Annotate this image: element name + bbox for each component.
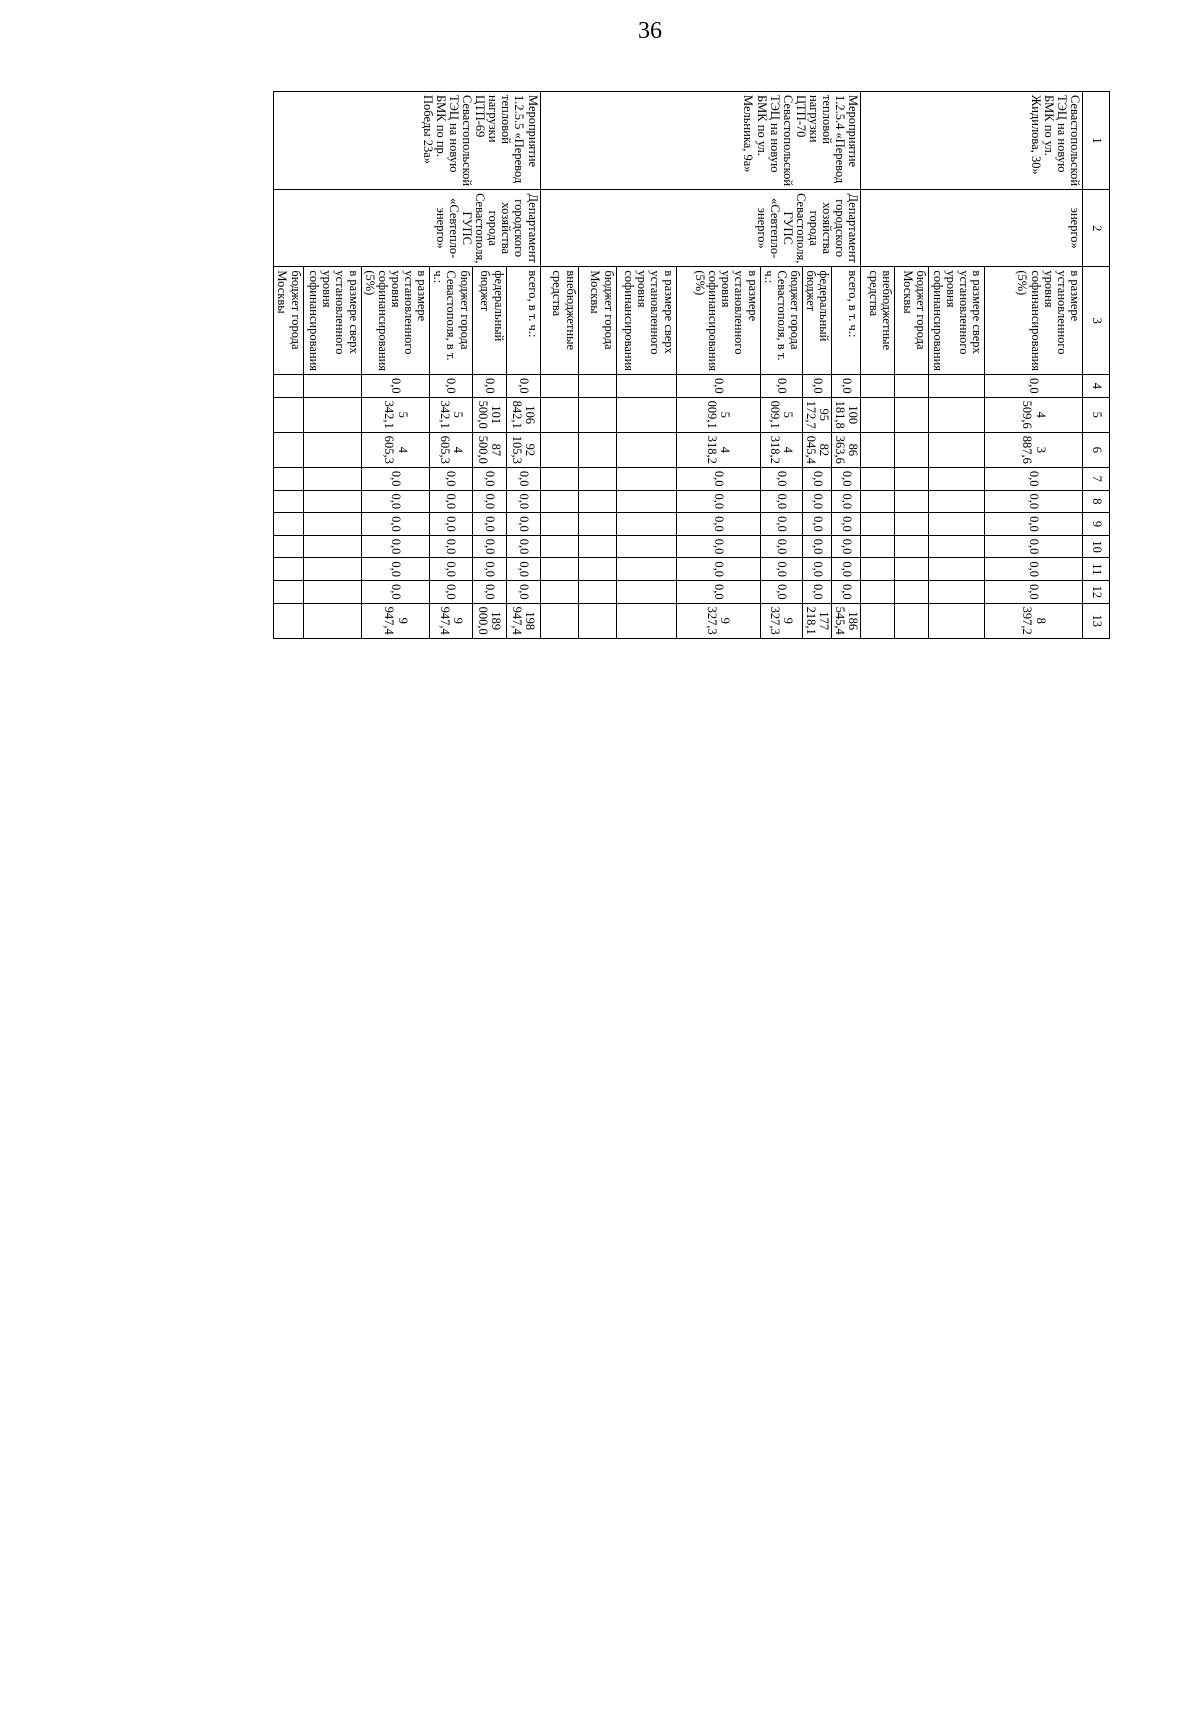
amount-cell xyxy=(303,432,361,467)
amount-cell xyxy=(578,581,616,604)
amount-cell: 0,0 xyxy=(985,467,1083,490)
amount-cell xyxy=(540,513,578,536)
amount-cell xyxy=(861,490,895,513)
amount-cell: 95 172,7 xyxy=(803,397,832,432)
amount-cell: 0,0 xyxy=(832,581,861,604)
amount-cell: 0,0 xyxy=(832,558,861,581)
amount-cell xyxy=(895,467,929,490)
amount-cell xyxy=(540,535,578,558)
amount-cell: 0,0 xyxy=(676,513,760,536)
column-number-1: 1 xyxy=(1083,92,1110,190)
amount-cell: 0,0 xyxy=(430,513,472,536)
amount-cell: 0,0 xyxy=(676,581,760,604)
amount-cell: 0,0 xyxy=(832,535,861,558)
amount-cell xyxy=(616,467,676,490)
amount-cell xyxy=(616,375,676,398)
budget-table xyxy=(273,91,1110,639)
amount-cell xyxy=(861,397,895,432)
amount-cell xyxy=(578,535,616,558)
amount-cell xyxy=(274,558,303,581)
amount-cell: 0,0 xyxy=(985,490,1083,513)
amount-cell xyxy=(616,603,676,638)
amount-cell xyxy=(929,603,985,638)
column-number-12: 12 xyxy=(1083,581,1110,604)
amount-cell: 0,0 xyxy=(985,375,1083,398)
amount-cell xyxy=(861,375,895,398)
amount-cell xyxy=(861,535,895,558)
amount-cell xyxy=(929,513,985,536)
funding-source: в размере сверх установленного уровня софинансирования xyxy=(616,267,676,375)
amount-cell: 0,0 xyxy=(430,375,472,398)
amount-cell xyxy=(303,558,361,581)
column-number-9: 9 xyxy=(1083,513,1110,536)
amount-cell xyxy=(929,490,985,513)
amount-cell xyxy=(861,432,895,467)
amount-cell: 0,0 xyxy=(472,467,506,490)
responsible-executor: Департамент городского хозяйства города Севастополя, ГУПС «Севтепло-энерго» xyxy=(540,190,861,267)
amount-cell xyxy=(578,513,616,536)
amount-cell xyxy=(540,375,578,398)
amount-cell xyxy=(303,375,361,398)
amount-cell: 100 181,8 xyxy=(832,397,861,432)
amount-cell xyxy=(274,432,303,467)
amount-cell xyxy=(303,581,361,604)
amount-cell xyxy=(540,558,578,581)
amount-cell xyxy=(616,513,676,536)
amount-cell: 0,0 xyxy=(430,535,472,558)
amount-cell: 4 605,3 xyxy=(430,432,472,467)
amount-cell xyxy=(540,490,578,513)
amount-cell xyxy=(540,603,578,638)
amount-cell: 0,0 xyxy=(472,490,506,513)
amount-cell: 177 218,1 xyxy=(803,603,832,638)
amount-cell xyxy=(540,432,578,467)
responsible-executor: энерго» xyxy=(861,190,1083,267)
amount-cell: 5 009,1 xyxy=(676,397,760,432)
amount-cell xyxy=(540,397,578,432)
amount-cell: 0,0 xyxy=(472,558,506,581)
amount-cell xyxy=(929,467,985,490)
amount-cell xyxy=(274,603,303,638)
column-number-row xyxy=(1083,92,1110,639)
amount-cell xyxy=(861,581,895,604)
amount-cell: 4 509,6 xyxy=(985,397,1083,432)
amount-cell xyxy=(578,558,616,581)
page-number: 36 xyxy=(638,18,662,44)
funding-source: всего, в т. ч.: xyxy=(506,267,540,375)
amount-cell: 5 342,1 xyxy=(361,397,430,432)
amount-cell: 0,0 xyxy=(985,513,1083,536)
amount-cell: 9 327,3 xyxy=(760,603,802,638)
amount-cell: 0,0 xyxy=(506,467,540,490)
amount-cell: 0,0 xyxy=(832,375,861,398)
amount-cell xyxy=(861,467,895,490)
amount-cell xyxy=(578,603,616,638)
amount-cell: 0,0 xyxy=(430,467,472,490)
amount-cell xyxy=(274,513,303,536)
amount-cell xyxy=(929,397,985,432)
amount-cell: 0,0 xyxy=(361,375,430,398)
amount-cell xyxy=(929,535,985,558)
amount-cell: 0,0 xyxy=(832,467,861,490)
amount-cell: 0,0 xyxy=(803,375,832,398)
amount-cell xyxy=(616,490,676,513)
amount-cell xyxy=(540,581,578,604)
amount-cell: 0,0 xyxy=(472,535,506,558)
amount-cell: 4 318,2 xyxy=(676,432,760,467)
amount-cell xyxy=(616,397,676,432)
funding-source: бюджет города Москвы xyxy=(895,267,929,375)
amount-cell: 0,0 xyxy=(506,581,540,604)
amount-cell xyxy=(303,513,361,536)
amount-cell: 0,0 xyxy=(803,535,832,558)
amount-cell xyxy=(303,467,361,490)
amount-cell xyxy=(274,467,303,490)
amount-cell: 9 327,3 xyxy=(676,603,760,638)
column-number-8: 8 xyxy=(1083,490,1110,513)
amount-cell xyxy=(929,375,985,398)
amount-cell xyxy=(274,535,303,558)
measure-name: Севастопольской ТЭЦ на новую БМК по ул. Жидилова, 30» xyxy=(861,92,1083,190)
amount-cell: 3 887,6 xyxy=(985,432,1083,467)
amount-cell xyxy=(929,432,985,467)
amount-cell xyxy=(895,375,929,398)
amount-cell: 0,0 xyxy=(361,467,430,490)
amount-cell: 0,0 xyxy=(985,535,1083,558)
amount-cell: 8 397,2 xyxy=(985,603,1083,638)
amount-cell: 0,0 xyxy=(361,513,430,536)
amount-cell xyxy=(929,558,985,581)
funding-source: в размере сверх установленного уровня софинансирования xyxy=(929,267,985,375)
column-number-5: 5 xyxy=(1083,397,1110,432)
amount-cell xyxy=(861,558,895,581)
measure-name: Мероприятие 1.2.5.4 «Перевод тепловой нагрузки ЦТП-70 Севастопольской ТЭЦ на новую БМК по ул. Мельника, 9а» xyxy=(540,92,861,190)
amount-cell: 0,0 xyxy=(760,535,802,558)
amount-cell xyxy=(274,490,303,513)
responsible-executor: Департамент городского хозяйства города Севастополя, ГУПС «Севтепло-энерго» xyxy=(274,190,540,267)
amount-cell: 0,0 xyxy=(361,581,430,604)
funding-source: бюджет города Севастополя, в т. ч.: xyxy=(430,267,472,375)
amount-cell xyxy=(861,513,895,536)
amount-cell xyxy=(895,397,929,432)
amount-cell: 0,0 xyxy=(803,467,832,490)
amount-cell: 0,0 xyxy=(803,490,832,513)
amount-cell: 0,0 xyxy=(676,535,760,558)
amount-cell xyxy=(895,535,929,558)
funding-source: бюджет города Москвы xyxy=(578,267,616,375)
funding-source: бюджет города Севастополя, в т. ч.: xyxy=(760,267,802,375)
amount-cell: 0,0 xyxy=(361,490,430,513)
funding-source: в размере установленного уровня софинансирования (5%) xyxy=(361,267,430,375)
measure-name: Мероприятие 1.2.5.5 «Перевод тепловой нагрузки ЦТП-69 Севастопольской ТЭЦ на новую БМК по пр. Победы 23а» xyxy=(274,92,540,190)
amount-cell: 9 947,4 xyxy=(430,603,472,638)
amount-cell: 4 605,3 xyxy=(361,432,430,467)
amount-cell xyxy=(578,467,616,490)
amount-cell: 0,0 xyxy=(760,375,802,398)
amount-cell: 198 947,4 xyxy=(506,603,540,638)
amount-cell xyxy=(303,603,361,638)
funding-source: всего, в т. ч.: xyxy=(832,267,861,375)
amount-cell: 0,0 xyxy=(506,490,540,513)
amount-cell xyxy=(303,490,361,513)
funding-source: в размере установленного уровня софинансирования (5%) xyxy=(676,267,760,375)
amount-cell: 0,0 xyxy=(832,490,861,513)
amount-cell: 0,0 xyxy=(676,467,760,490)
amount-cell xyxy=(540,467,578,490)
amount-cell: 5 342,1 xyxy=(430,397,472,432)
amount-cell xyxy=(578,490,616,513)
amount-cell: 0,0 xyxy=(803,581,832,604)
amount-cell: 0,0 xyxy=(472,581,506,604)
column-number-4: 4 xyxy=(1083,375,1110,398)
amount-cell: 0,0 xyxy=(506,513,540,536)
funding-source: бюджет города Москвы xyxy=(274,267,303,375)
amount-cell: 92 105,3 xyxy=(506,432,540,467)
amount-cell xyxy=(861,603,895,638)
amount-cell: 0,0 xyxy=(430,558,472,581)
amount-cell xyxy=(895,603,929,638)
amount-cell: 0,0 xyxy=(676,558,760,581)
amount-cell: 87 500,0 xyxy=(472,432,506,467)
amount-cell: 101 500,0 xyxy=(472,397,506,432)
amount-cell: 82 045,4 xyxy=(803,432,832,467)
amount-cell xyxy=(578,375,616,398)
amount-cell xyxy=(895,558,929,581)
funding-source: в размере установленного уровня софинансирования (5%) xyxy=(985,267,1083,375)
amount-cell xyxy=(895,513,929,536)
amount-cell xyxy=(895,581,929,604)
funding-source: внебюджетные средства xyxy=(861,267,895,375)
funding-source: в размере сверх установленного уровня софинансирования xyxy=(303,267,361,375)
amount-cell xyxy=(616,558,676,581)
amount-cell: 0,0 xyxy=(760,490,802,513)
amount-cell: 189 000,0 xyxy=(472,603,506,638)
rotated-table-wrapper xyxy=(273,91,1110,639)
amount-cell: 0,0 xyxy=(430,581,472,604)
amount-cell: 5 009,1 xyxy=(760,397,802,432)
amount-cell: 0,0 xyxy=(676,375,760,398)
amount-cell xyxy=(895,490,929,513)
funding-source: внебюджетные средства xyxy=(540,267,578,375)
amount-cell: 0,0 xyxy=(760,558,802,581)
amount-cell xyxy=(616,535,676,558)
funding-source: федеральный бюджет xyxy=(472,267,506,375)
column-number-6: 6 xyxy=(1083,432,1110,467)
amount-cell: 0,0 xyxy=(472,513,506,536)
column-number-7: 7 xyxy=(1083,467,1110,490)
column-number-10: 10 xyxy=(1083,535,1110,558)
amount-cell: 106 842,1 xyxy=(506,397,540,432)
table-row xyxy=(985,92,1083,639)
amount-cell xyxy=(895,432,929,467)
amount-cell xyxy=(929,581,985,604)
column-number-11: 11 xyxy=(1083,558,1110,581)
amount-cell xyxy=(274,397,303,432)
amount-cell: 0,0 xyxy=(803,558,832,581)
column-number-3: 3 xyxy=(1083,267,1110,375)
amount-cell: 0,0 xyxy=(760,467,802,490)
amount-cell: 0,0 xyxy=(361,535,430,558)
amount-cell xyxy=(303,535,361,558)
amount-cell: 0,0 xyxy=(361,558,430,581)
amount-cell: 86 363,6 xyxy=(832,432,861,467)
amount-cell: 0,0 xyxy=(760,513,802,536)
amount-cell: 0,0 xyxy=(506,535,540,558)
funding-source: федеральный бюджет xyxy=(803,267,832,375)
amount-cell: 0,0 xyxy=(676,490,760,513)
amount-cell: 9 947,4 xyxy=(361,603,430,638)
amount-cell xyxy=(616,432,676,467)
amount-cell xyxy=(616,581,676,604)
amount-cell: 0,0 xyxy=(832,513,861,536)
column-number-2: 2 xyxy=(1083,190,1110,267)
amount-cell: 0,0 xyxy=(472,375,506,398)
amount-cell: 4 318,2 xyxy=(760,432,802,467)
amount-cell xyxy=(578,432,616,467)
amount-cell xyxy=(274,375,303,398)
amount-cell: 0,0 xyxy=(985,558,1083,581)
table-row xyxy=(506,92,540,639)
amount-cell: 0,0 xyxy=(760,581,802,604)
table-row xyxy=(832,92,861,639)
column-number-13: 13 xyxy=(1083,603,1110,638)
amount-cell: 0,0 xyxy=(506,558,540,581)
amount-cell xyxy=(578,397,616,432)
amount-cell xyxy=(274,581,303,604)
amount-cell xyxy=(303,397,361,432)
amount-cell: 0,0 xyxy=(506,375,540,398)
amount-cell: 0,0 xyxy=(803,513,832,536)
amount-cell: 0,0 xyxy=(985,581,1083,604)
amount-cell: 186 545,4 xyxy=(832,603,861,638)
amount-cell: 0,0 xyxy=(430,490,472,513)
